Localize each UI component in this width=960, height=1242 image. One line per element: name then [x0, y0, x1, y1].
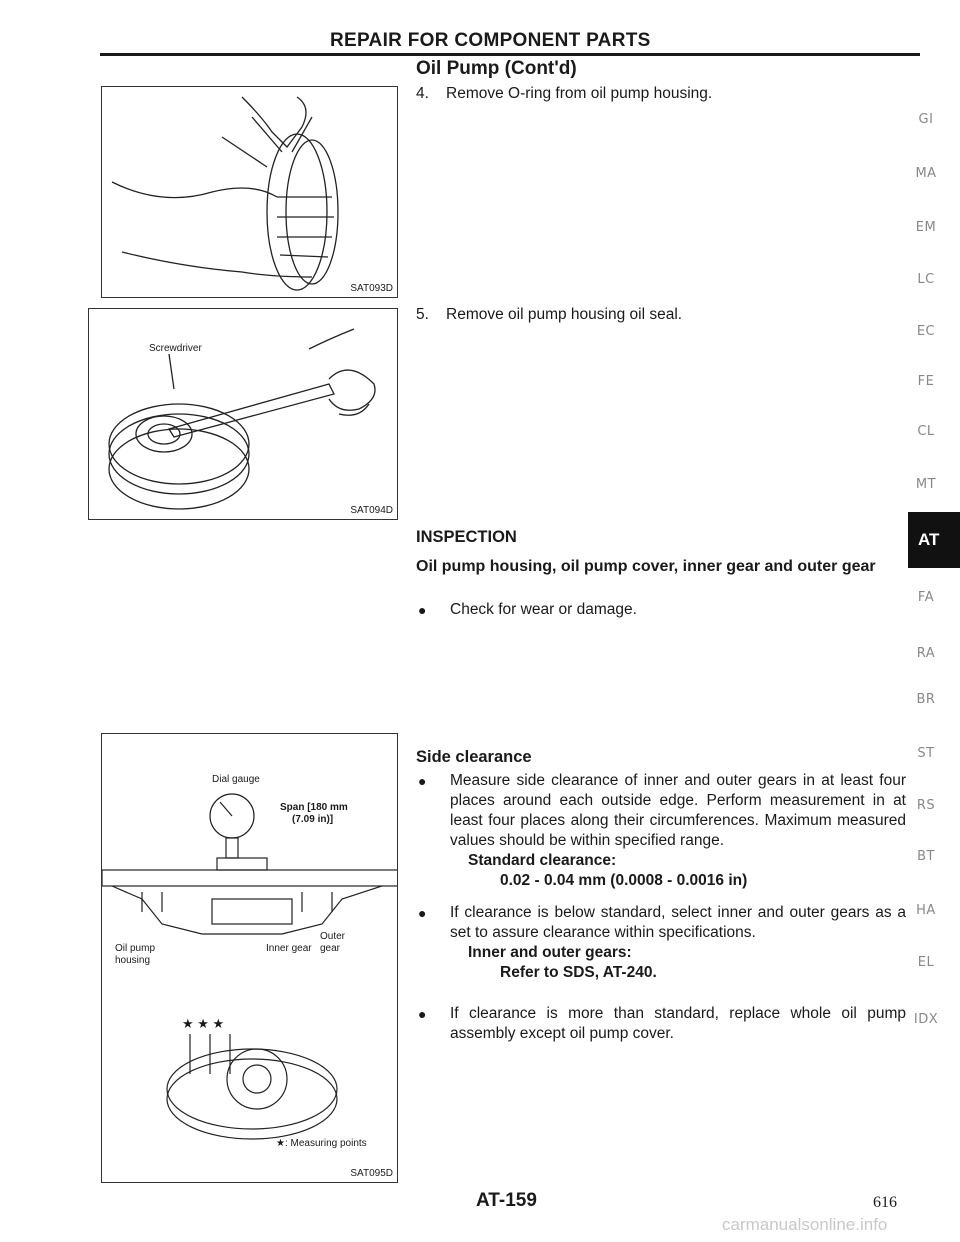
step-5: 5. Remove oil pump housing oil seal.	[416, 306, 683, 323]
page-count: 616	[873, 1194, 897, 1211]
side-clearance-bullet-2: ● If clearance is below standard, select inner and outer gears as a set to assure clearance within specifications. Inner and outer gears: Refer to SDS, AT-240.	[418, 904, 906, 981]
tab-lc[interactable]: LC	[917, 272, 935, 287]
tab-bt[interactable]: BT	[917, 849, 935, 864]
tab-gi[interactable]: GI	[918, 112, 934, 127]
figure-oil-seal-removal	[88, 308, 398, 520]
inspection-heading: INSPECTION	[416, 528, 517, 546]
figure-code: SAT094D	[350, 505, 393, 516]
tab-rs[interactable]: RS	[916, 798, 936, 813]
gears-value: Refer to SDS, AT-240.	[500, 964, 657, 981]
inspection-bullet: ● Check for wear or damage.	[418, 601, 637, 618]
section-title: Oil Pump (Cont'd)	[416, 58, 577, 79]
tab-ha[interactable]: HA	[916, 903, 936, 918]
tab-at-active[interactable]: AT	[908, 512, 960, 568]
tab-fe[interactable]: FE	[917, 374, 935, 389]
inspection-subheading: Oil pump housing, oil pump cover, inner gear and outer gear	[416, 558, 876, 575]
figure-code: SAT093D	[350, 283, 393, 294]
tab-st[interactable]: ST	[917, 746, 935, 761]
tab-cl[interactable]: CL	[917, 424, 935, 439]
page-number: AT-159	[476, 1190, 537, 1211]
label-span: Span [180 mm (7.09 in)]	[280, 802, 348, 825]
label-measuring-points: ★: Measuring points	[276, 1138, 367, 1149]
side-clearance-heading: Side clearance	[416, 748, 532, 766]
tab-em[interactable]: EM	[915, 220, 937, 235]
side-clearance-bullet-3: ● If clearance is more than standard, replace whole oil pump assembly except oil pump cover.	[418, 1005, 906, 1042]
standard-clearance-value: 0.02 - 0.04 mm (0.0008 - 0.0016 in)	[500, 872, 748, 889]
tab-ra[interactable]: RA	[916, 646, 936, 661]
figure-code: SAT095D	[350, 1168, 393, 1179]
figure-side-clearance	[101, 733, 398, 1183]
label-dial-gauge: Dial gauge	[212, 774, 260, 785]
label-inner-gear: Inner gear	[266, 943, 312, 954]
label-oil-pump-housing: Oil pump housing	[115, 943, 156, 966]
label-measuring-stars: ★ ★ ★	[182, 1016, 225, 1031]
watermark: carmanualsonline.info	[722, 1215, 888, 1234]
tab-mt[interactable]: MT	[915, 477, 937, 492]
standard-clearance-label: Standard clearance:	[468, 852, 617, 869]
tab-ma[interactable]: MA	[915, 166, 937, 181]
label-screwdriver: Screwdriver	[149, 343, 202, 354]
step-4: 4. Remove O-ring from oil pump housing.	[416, 85, 713, 102]
tab-idx[interactable]: IDX	[913, 1012, 939, 1027]
tab-el[interactable]: EL	[917, 955, 935, 970]
tab-br[interactable]: BR	[916, 692, 936, 707]
tab-ec[interactable]: EC	[916, 324, 936, 339]
oil-seal-removal-drawing	[89, 309, 398, 520]
tab-fa[interactable]: FA	[917, 590, 935, 605]
gears-label: Inner and outer gears:	[468, 944, 632, 961]
side-clearance-bullet-1: ● Measure side clearance of inner and outer gears in at least four places around each outside edge. Perform measurement in at least four places along their circumferences. Maximum measured values should be within specified range. Standard clearance: 0.02 - 0.04 mm (0.0008 - 0.0016 in)	[418, 772, 906, 889]
label-outer-gear: Outer gear	[320, 931, 346, 954]
oring-removal-drawing	[102, 87, 398, 298]
figure-oring-removal	[101, 86, 398, 298]
header-rule	[100, 53, 920, 56]
page-header-title: REPAIR FOR COMPONENT PARTS	[330, 30, 651, 51]
